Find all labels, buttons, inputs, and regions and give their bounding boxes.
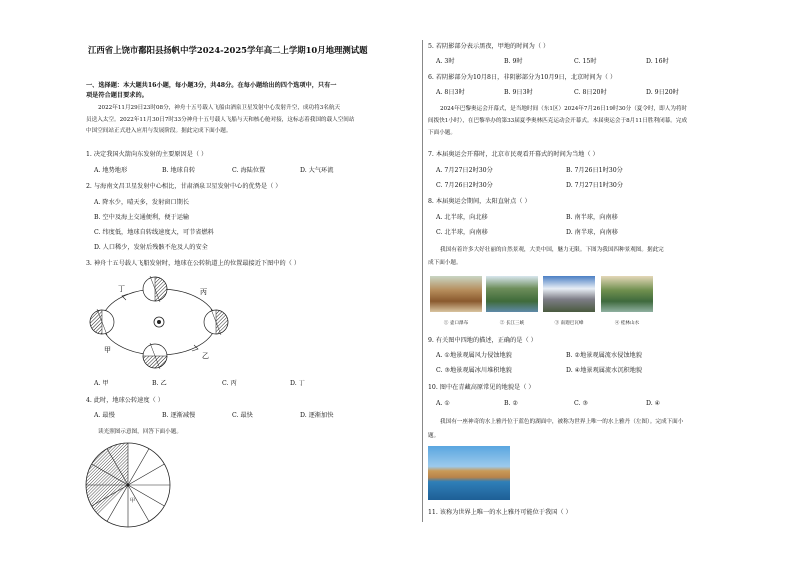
q7-option-d[interactable]: D. 7月27日1时30分	[566, 182, 624, 189]
photo-namcha-barwa	[543, 276, 595, 312]
q9-option-b[interactable]: B. ②地景观属流水侵蚀地貌	[566, 352, 642, 359]
page-title: 江西省上饶市鄱阳县扬帆中学2024-2025学年高二上学期10月地理测试题	[88, 45, 368, 55]
q11-stem: 11. 该称为世界上唯一的水上雅丹可能位于我国（ ）	[428, 509, 572, 516]
q2-option-d[interactable]: D. 人口稀少，发射后残骸不危及人的安全	[94, 244, 208, 251]
earth-bottom	[143, 343, 167, 369]
scenery-intro-2: 成下面小题。	[428, 260, 462, 266]
intro-line-2: 员送入太空。2022年11月30日7时33分神舟十五号载人飞船与天和核心舱对接，这标志着我国的载人空间站	[86, 117, 355, 123]
q4-option-c[interactable]: C. 最快	[232, 412, 253, 419]
q10-option-b[interactable]: B. ②	[504, 400, 519, 407]
q10-option-c[interactable]: C. ③	[574, 400, 588, 407]
q6-option-a[interactable]: A. 8日3时	[436, 89, 465, 96]
q10-option-a[interactable]: A. ①	[436, 400, 450, 407]
paris-line-3: 下面小题。	[428, 130, 456, 136]
orbit-label-bing: 丙	[200, 288, 207, 296]
caption-2: ② 长江三峡	[499, 321, 525, 326]
q5-option-c[interactable]: C. 15时	[574, 58, 597, 65]
q9-stem: 9. 有关图中四地的描述，正确的是（ ）	[428, 337, 537, 344]
night-area-1	[86, 443, 128, 485]
q6-option-d[interactable]: D. 9日20时	[646, 89, 679, 96]
q10-stem: 10. 图中在青藏高原常见的地貌是（ ）	[428, 384, 535, 391]
q2-option-c[interactable]: C. 纬度低，地球自转线速度大，可节省燃料	[94, 229, 214, 236]
earth-top	[143, 276, 167, 302]
q8-option-c[interactable]: C. 北半球，向南移	[436, 229, 488, 236]
q2-option-a[interactable]: A. 降水少，晴天多，发射窗口期长	[94, 199, 190, 206]
q6-option-b[interactable]: B. 9日3时	[504, 89, 533, 96]
column-divider	[422, 40, 423, 522]
caption-1: ① 壶口瀑布	[443, 321, 469, 326]
orbit-diagram	[88, 272, 238, 378]
q8-stem: 8. 本届奥运会期间，太阳直射点（ ）	[428, 198, 531, 205]
paris-line-2: 间拨快1小时），在巴黎举办的第33届夏季奥林匹克运动会开幕式。本届奥运会于8月11日胜利闭幕。完成	[428, 118, 688, 124]
q3-option-c[interactable]: C. 丙	[222, 380, 237, 387]
q4-option-d[interactable]: D. 逐渐加快	[300, 412, 334, 419]
q6-option-c[interactable]: C. 8日20时	[574, 89, 607, 96]
q3-option-d[interactable]: D. 丁	[290, 380, 305, 387]
q7-option-a[interactable]: A. 7月27日2时30分	[436, 167, 493, 174]
q1-option-a[interactable]: A. 地势地形	[94, 167, 128, 174]
scenery-intro-1: 我国有着许多大好壮丽的自然景观，大美中国，魅力无限。下图为我国四种景观图。据此完	[440, 247, 664, 253]
yardang-intro-2: 题。	[428, 433, 440, 439]
q1-option-b[interactable]: B. 地球自转	[162, 167, 196, 174]
q8-option-b[interactable]: B. 南半球，向南移	[566, 214, 618, 221]
q5-option-b[interactable]: B. 9时	[504, 58, 523, 65]
q10-option-d[interactable]: D. ④	[646, 400, 661, 407]
photo-water-yardang	[428, 446, 510, 500]
q9-option-d[interactable]: D. ④地景观属流水沉积地貌	[566, 367, 643, 374]
photo-hukou-waterfall	[430, 276, 482, 312]
section-heading-cont: 项是符合题目要求的。	[86, 92, 148, 99]
illumination-diagram	[84, 440, 174, 530]
intro-line-1: 2022年11月29日23时08分，神舟十五号载人飞船由酒泉卫星发射中心发射升空，成功将3名航天	[98, 105, 341, 111]
earth-left	[90, 309, 114, 335]
q2-option-b[interactable]: B. 空中及海上交通便利，便于运输	[94, 214, 190, 221]
earth-right	[204, 309, 228, 335]
q7-option-b[interactable]: B. 7月26日1时30分	[566, 167, 623, 174]
q4-option-b[interactable]: B. 逐渐减慢	[162, 412, 196, 419]
q4-option-a[interactable]: A. 最慢	[94, 412, 115, 419]
photo-yangtze-gorges	[486, 276, 538, 312]
intro-line-3: 中国空间站正式进入应用与发展阶段。据此完成下面小题。	[86, 128, 232, 134]
q8-option-d[interactable]: D. 南半球，向南移	[566, 229, 618, 236]
orbit-label-yi: 乙	[202, 352, 209, 360]
q9-option-c[interactable]: C. ③地景观属冰川堆积地貌	[436, 367, 512, 374]
q4-stem: 4. 此时，地球公转速度（ ）	[86, 397, 164, 404]
q6-stem: 6. 若阴影部分为10月8日，非阴影部分为10月9日，北京时间为（ ）	[428, 74, 617, 81]
q8-option-a[interactable]: A. 北半球，向北移	[436, 214, 488, 221]
photo-guilin	[601, 276, 653, 312]
q1-option-c[interactable]: C. 海陆位置	[232, 167, 266, 174]
figure-intro: 读光照图示意图，回答下面小题。	[98, 429, 182, 435]
orbit-label-jia: 甲	[104, 346, 111, 354]
caption-4: ④ 桂林山水	[614, 321, 640, 326]
q2-stem: 2. 与海南文昌卫星发射中心相比，甘肃酒泉卫星发射中心的优势是（ ）	[86, 183, 282, 190]
orbit-arrow-2	[192, 345, 198, 351]
paris-line-1: 2024年巴黎奥运会开幕式，是当地时间（东1区）2024年7月26日19时30分（夏令时，即人为将时	[440, 106, 688, 112]
q1-stem: 1. 决定我国火箭向东发射的主要原因是（ ）	[86, 151, 208, 158]
q5-option-a[interactable]: A. 3时	[436, 58, 455, 65]
q3-option-b[interactable]: B. 乙	[152, 380, 167, 387]
caption-3: ③ 南迦巴瓦峰	[554, 321, 584, 326]
yardang-intro-1: 我国有一座神奇的水上雅丹位于蓝色的湖面中，被称为世界上唯一的水上雅丹（左图）。完成下面小	[440, 419, 684, 425]
sun-core	[157, 320, 161, 324]
section-heading: 一、选择题：本大题共16小题，每小题3分，共48分。在每小题给出的四个选项中，只有一	[86, 82, 337, 89]
pie-label-jia: 甲	[130, 498, 136, 504]
q7-stem: 7. 本届奥运会开幕时，北京市民观看开幕式的时间为当地（ ）	[428, 151, 599, 158]
q1-option-d[interactable]: D. 大气环流	[300, 167, 334, 174]
orbit-label-ding: 丁	[118, 285, 125, 293]
q9-option-a[interactable]: A. ①地景观属风力侵蚀地貌	[436, 352, 512, 359]
q7-option-c[interactable]: C. 7月26日2时30分	[436, 182, 493, 189]
q5-stem: 5. 若阴影部分表示黑夜，甲地的时间为（ ）	[428, 43, 550, 50]
q3-option-a[interactable]: A. 甲	[94, 380, 109, 387]
q3-stem: 3. 神舟十五号载人飞船发射时，地球在公转轨道上的位置最接近下图中的（ ）	[86, 260, 301, 267]
q5-option-d[interactable]: D. 16时	[646, 58, 669, 65]
